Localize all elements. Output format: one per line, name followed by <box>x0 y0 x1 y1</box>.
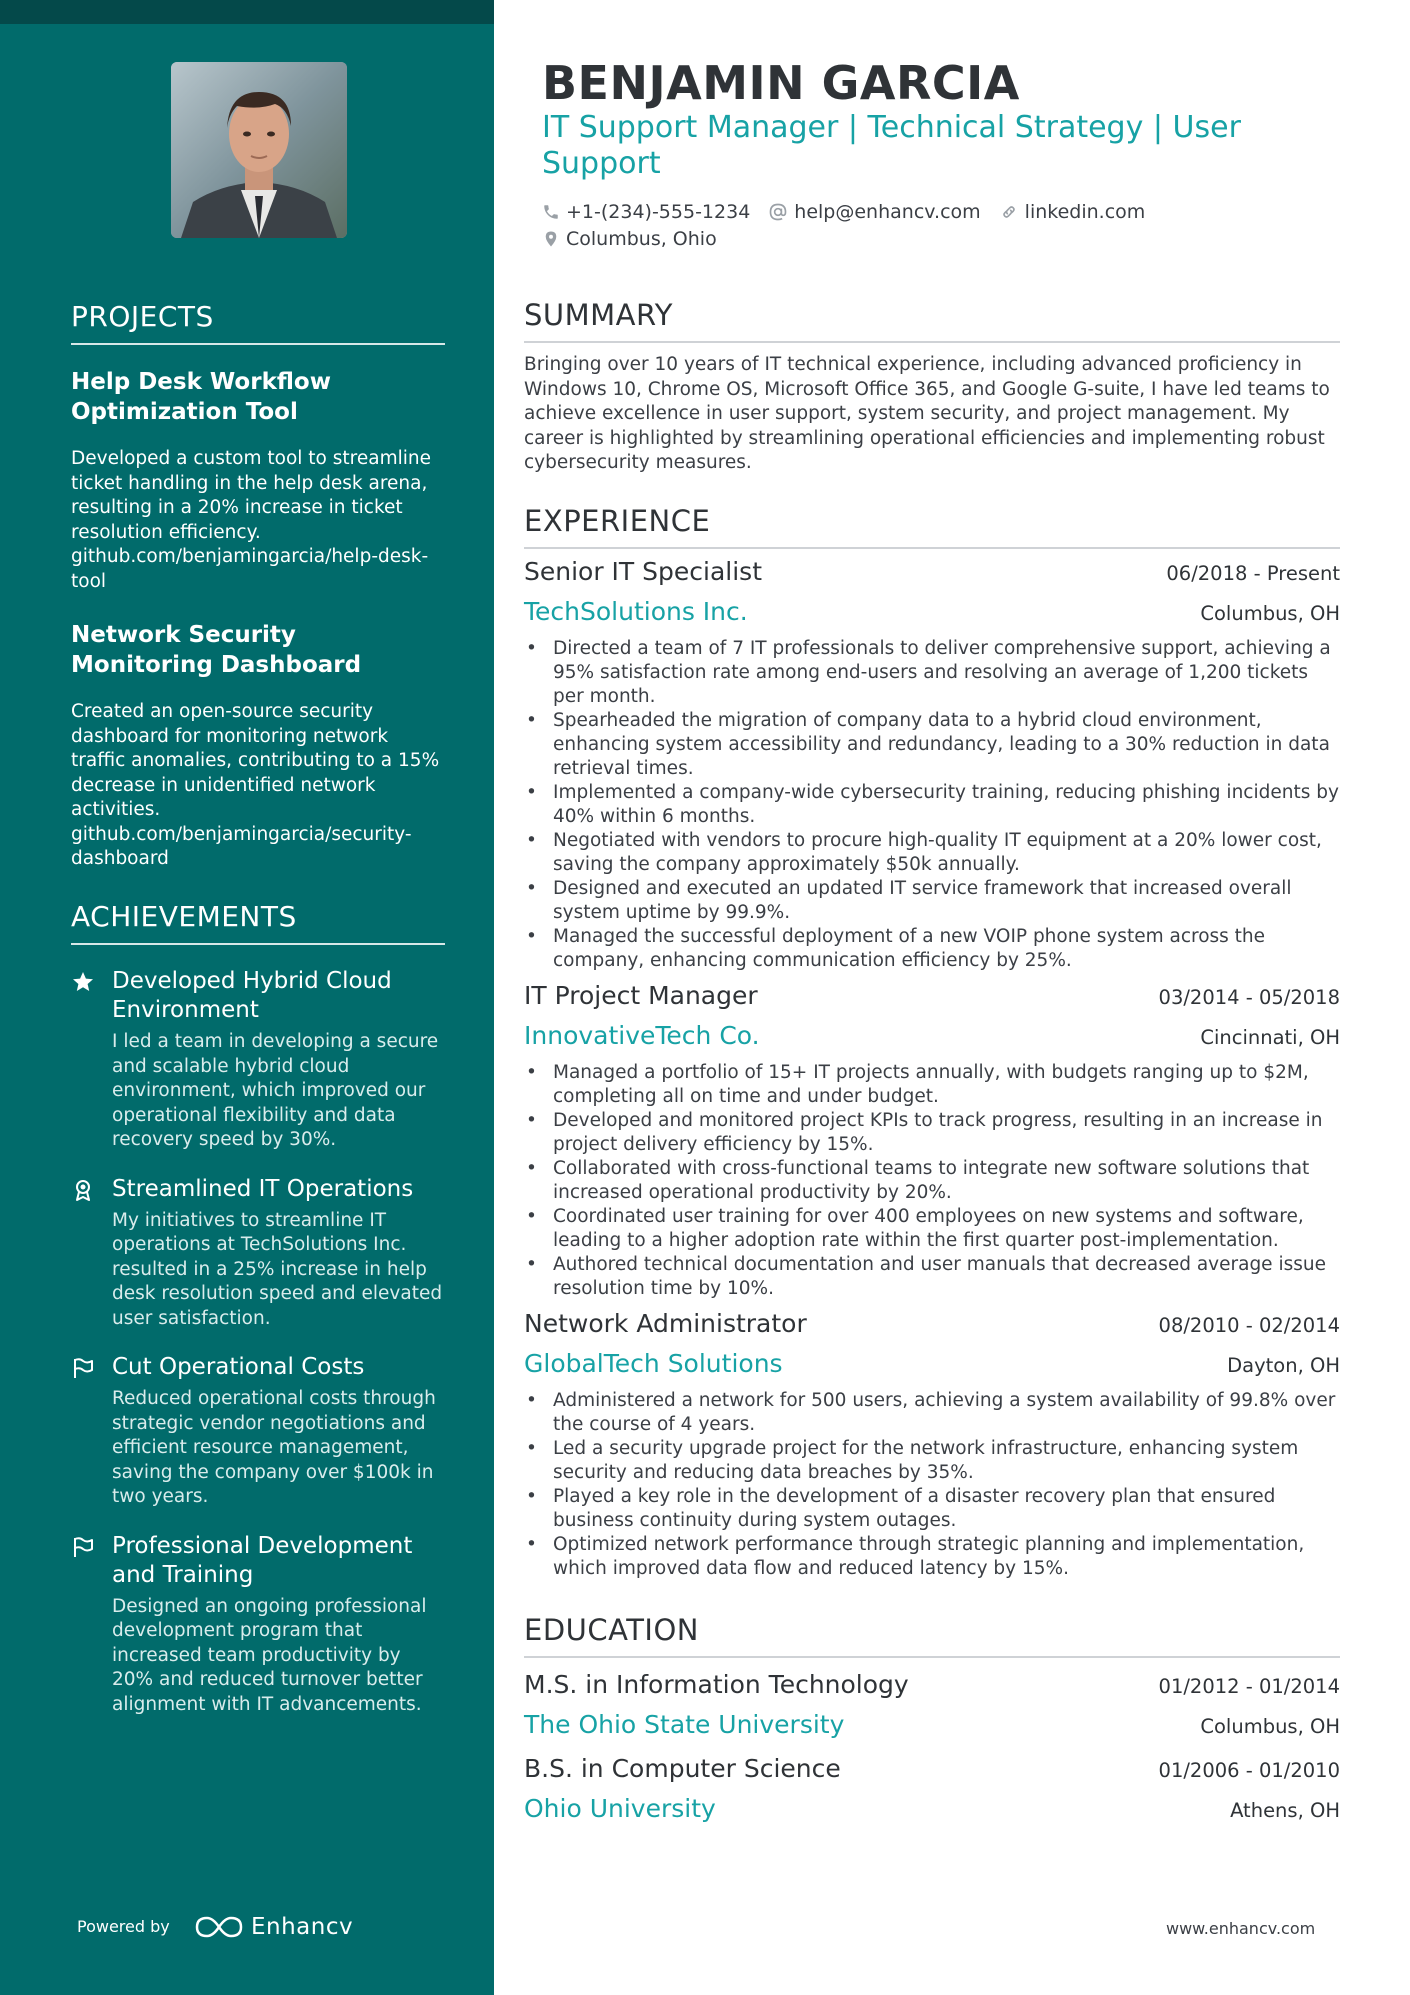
education-section <box>524 1613 1340 1832</box>
school-location: Columbus, OH <box>1200 1715 1340 1738</box>
degree: B.S. in Computer Science <box>524 1754 841 1783</box>
achievement-title: Developed Hybrid Cloud Environment <box>112 968 392 1023</box>
job-bullets <box>524 637 1340 973</box>
bullet-item: • Collaborated with cross-functional teams to integrate new software solutions that increased operational productivity by 20%. <box>524 1157 1340 1205</box>
enhancv-logo-icon <box>195 1914 243 1940</box>
award-icon <box>71 1178 95 1202</box>
achievement-item <box>71 967 445 1153</box>
contact-info <box>542 198 1322 252</box>
location-text: Columbus, Ohio <box>566 227 717 250</box>
summary-section <box>524 298 1340 476</box>
job-entry <box>524 1309 1340 1581</box>
job-dates: 08/2010 - 02/2014 <box>1158 1314 1340 1337</box>
education-dates: 01/2006 - 01/2010 <box>1158 1759 1340 1782</box>
achievement-item <box>71 1353 445 1510</box>
brand-name: Enhancv <box>251 1914 354 1940</box>
email-text: help@enhancv.com <box>794 200 981 223</box>
phone-contact[interactable] <box>542 201 750 223</box>
candidate-tagline: IT Support Manager | Technical Strategy | User Support <box>542 110 1241 181</box>
job-company: InnovativeTech Co. <box>524 1021 760 1050</box>
education-entry <box>524 1754 1340 1832</box>
school-name: The Ohio State University <box>524 1710 845 1739</box>
job-dates: 03/2014 - 05/2018 <box>1158 986 1340 1009</box>
achievement-description: I led a team in developing a secure and scalable hybrid cloud environment, which improved our operational flexibility and data recovery speed by 30%. <box>112 1031 439 1150</box>
project-description: Created an open-source security dashboard for monitoring network traffic anomalies, contributing to a 15% decrease in unidentified network activities. github.com/benjamingarcia/security-dashboard <box>71 701 440 869</box>
school-location: Athens, OH <box>1230 1799 1340 1822</box>
bullet-item: • Administered a network for 500 users, achieving a system availability of 99.8% over the course of 4 years. <box>524 1389 1340 1437</box>
email-contact[interactable] <box>768 201 980 223</box>
job-bullets <box>524 1061 1340 1301</box>
degree: M.S. in Information Technology <box>524 1670 909 1699</box>
project-title: Help Desk Workflow Optimization Tool <box>71 369 331 425</box>
project-title: Network Security Monitoring Dashboard <box>71 622 362 678</box>
project-description: Developed a custom tool to streamline ticket handling in the help desk arena, resulting in a 20% increase in ticket resolution efficiency. github.com/benjamingarcia/help-desk-tool <box>71 448 431 592</box>
school-name: Ohio University <box>524 1794 716 1823</box>
bullet-item: • Developed and monitored project KPIs to track progress, resulting in an increase in project delivery efficiency by 15%. <box>524 1109 1340 1157</box>
phone-text: +1-(234)-555-1234 <box>566 200 751 223</box>
job-dates: 06/2018 - Present <box>1166 562 1340 585</box>
bullet-item: • Optimized network performance through strategic planning and implementation, which improved data flow and reduced latency by 15%. <box>524 1533 1340 1581</box>
bullet-item: • Played a key role in the development of a disaster recovery plan that ensured business continuity during system outages. <box>524 1485 1340 1533</box>
job-company: TechSolutions Inc. <box>524 597 748 626</box>
bullet-item: • Managed the successful deployment of a new VOIP phone system across the company, enhancing communication efficiency by 25%. <box>524 925 1340 973</box>
projects-heading: PROJECTS <box>71 300 445 345</box>
location-contact <box>542 228 717 250</box>
education-entry <box>524 1670 1340 1748</box>
flag-icon <box>71 1356 95 1380</box>
achievement-title: Professional Development and Training <box>112 1532 413 1588</box>
job-location: Columbus, OH <box>1200 602 1340 625</box>
bullet-item: • Coordinated user training for over 400 employees on new systems and software, leading to a higher adoption rate within the first quarter post-implementation. <box>524 1205 1340 1253</box>
bullet-item: • Led a security upgrade project for the network infrastructure, enhancing system security and reducing data breaches by 35%. <box>524 1437 1340 1485</box>
job-location: Cincinnati, OH <box>1200 1026 1340 1049</box>
achievement-item <box>71 1175 445 1332</box>
job-role: Senior IT Specialist <box>524 557 763 586</box>
location-pin-icon <box>542 229 560 249</box>
job-entry <box>524 981 1340 1301</box>
portrait-image <box>171 62 347 238</box>
bullet-item: • Directed a team of 7 IT professionals to deliver comprehensive support, achieving a 95% satisfaction rate among end-users and resolving an average of 1,200 tickets per month. <box>524 637 1340 709</box>
bullet-item: • Spearheaded the migration of company data to a hybrid cloud environment, enhancing system accessibility and redundancy, leading to a 30% reduction in data retrieval times. <box>524 709 1340 781</box>
bullet-item: • Authored technical documentation and user manuals that decreased average issue resolution time by 10%. <box>524 1253 1340 1301</box>
sidebar <box>0 0 494 1995</box>
job-location: Dayton, OH <box>1227 1354 1340 1377</box>
experience-heading: EXPERIENCE <box>524 504 1340 549</box>
job-role: Network Administrator <box>524 1309 807 1338</box>
bullet-item: • Negotiated with vendors to procure high-quality IT equipment at a 20% lower cost, saving the company approximately $50k annually. <box>524 829 1340 877</box>
education-heading: EDUCATION <box>524 1613 1340 1658</box>
linkedin-text: linkedin.com <box>1024 200 1146 223</box>
sidebar-top-band <box>0 0 494 24</box>
achievement-description: Designed an ongoing professional development program that increased team productivity by 20% and reduced turnover better alignment with IT advancements. <box>112 1595 427 1715</box>
summary-text: Bringing over 10 years of IT technical experience, including advanced proficiency in Windows 10, Chrome OS, Microsoft Office 365, and Google G-suite, I have led teams to achieve excellence in user support, system security, and project management. My career is highlighted by streamlining operational efficiencies and implementing robust cybersecurity measures. <box>524 354 1330 473</box>
powered-by-label: Powered by <box>77 1917 170 1936</box>
linkedin-contact[interactable] <box>999 201 1146 223</box>
job-bullets <box>524 1389 1340 1581</box>
phone-icon <box>542 203 560 221</box>
experience-section <box>524 504 1340 1581</box>
project-item <box>71 367 445 594</box>
job-entry <box>524 557 1340 973</box>
enhancv-logo[interactable] <box>195 1910 353 1944</box>
achievement-title: Streamlined IT Operations <box>112 1175 414 1202</box>
achievements-heading: ACHIEVEMENTS <box>71 900 445 945</box>
achievement-description: My initiatives to streamline IT operations at TechSolutions Inc. resulted in a 25% increase in help desk resolution speed and elevated user satisfaction. <box>112 1209 443 1329</box>
achievement-title: Cut Operational Costs <box>112 1354 365 1380</box>
candidate-name: BENJAMIN GARCIA <box>542 56 1020 110</box>
bullet-item: • Managed a portfolio of 15+ IT projects annually, with budgets ranging up to $2M, completing all on time and under budget. <box>524 1061 1340 1109</box>
bullet-item: • Implemented a company-wide cybersecurity training, reducing phishing incidents by 40% within 6 months. <box>524 781 1340 829</box>
projects-section <box>71 300 445 872</box>
at-icon <box>768 202 788 222</box>
achievement-item <box>71 1532 445 1718</box>
achievement-description: Reduced operational costs through strategic vendor negotiations and efficient resource management, saving the company over $100k in two years. <box>112 1388 436 1507</box>
footer-url-link[interactable]: www.enhancv.com <box>1166 1919 1316 1938</box>
bullet-item: • Designed and executed an updated IT service framework that increased overall system uptime by 99.9%. <box>524 877 1340 925</box>
education-dates: 01/2012 - 01/2014 <box>1158 1675 1340 1698</box>
link-icon <box>999 202 1019 222</box>
job-company: GlobalTech Solutions <box>524 1349 783 1378</box>
achievements-section <box>71 900 445 1717</box>
flag-icon <box>71 1535 95 1559</box>
job-role: IT Project Manager <box>524 981 758 1010</box>
summary-heading: SUMMARY <box>524 298 1340 343</box>
project-item <box>71 620 445 872</box>
star-icon <box>71 970 95 994</box>
profile-photo <box>171 62 347 238</box>
